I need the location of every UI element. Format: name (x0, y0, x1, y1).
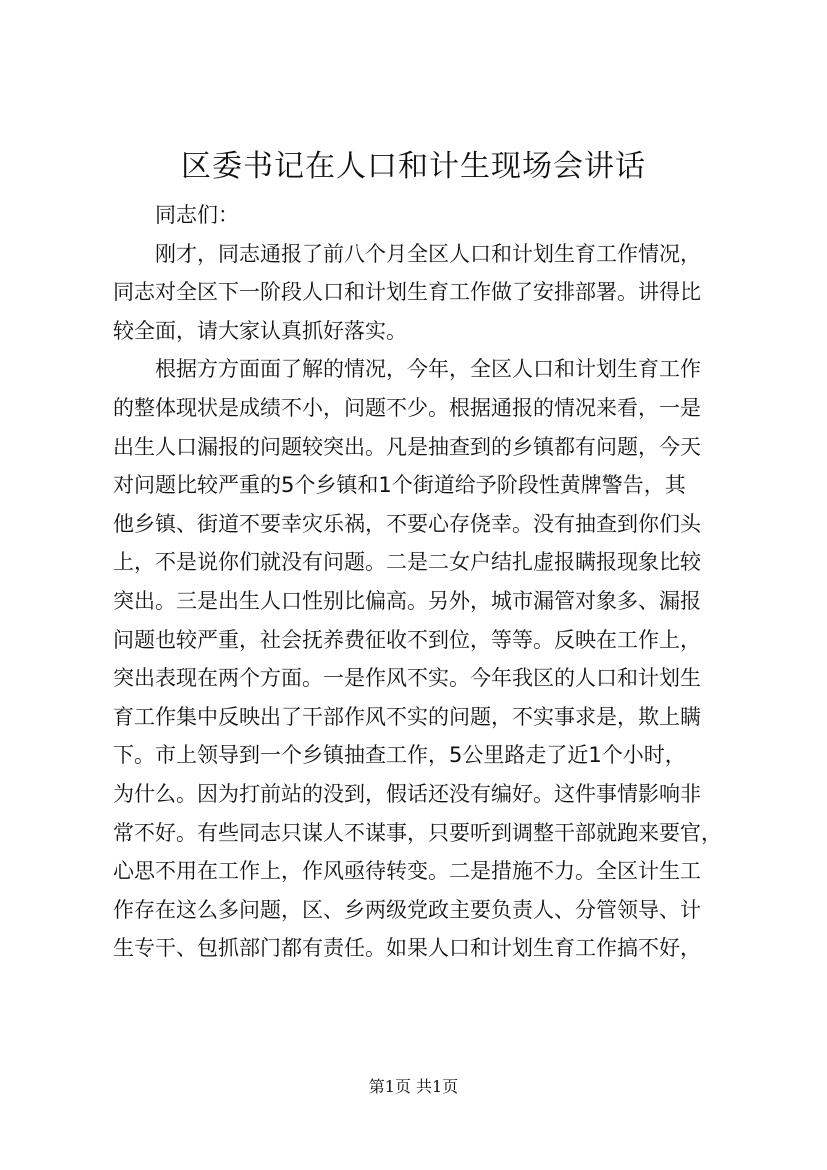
paragraph-line: 较全面，请大家认真抓好落实。 (113, 318, 407, 343)
paragraph-line: 作存在这么多问题，区、乡两级党政主要负责人、分管领导、计 (113, 897, 701, 922)
paragraph-line: 刚才，同志通报了前八个月全区人口和计划生育工作情况， (155, 241, 701, 266)
paragraph-line: 根据方方面面了解的情况，今年，全区人口和计划生育工作 (155, 357, 701, 382)
paragraph-line: 心思不用在工作上，作风亟待转变。二是措施不力。全区计生工 (113, 859, 701, 884)
paragraph-line: 的整体现状是成绩不小，问题不少。根据通报的情况来看，一是 (113, 395, 701, 420)
paragraph-1 (113, 235, 723, 351)
paragraph-line: 突出。三是出生人口性别比偏高。另外，城市漏管对象多、漏报 (113, 588, 701, 613)
paragraph-2 (113, 350, 723, 968)
paragraph-line: 他乡镇、街道不要幸灾乐祸，不要心存侥幸。没有抽查到你们头 (113, 511, 701, 536)
paragraph-line: 育工作集中反映出了干部作风不实的问题，不实事求是，欺上瞒 (113, 704, 701, 729)
document-title: 区委书记在人口和计生现场会讲话 (181, 149, 646, 184)
paragraph-line: 下。市上领导到一个乡镇抽查工作，5公里路走了近1个小时， (113, 743, 686, 768)
paragraph-line: 为什么。因为打前站的没到，假话还没有编好。这件事情影响非 (113, 781, 701, 806)
salutation: 同志们： (155, 203, 239, 227)
paragraph-line: 出生人口漏报的问题较突出。凡是抽查到的乡镇都有问题，今天 (113, 434, 701, 459)
paragraph-line: 常不好。有些同志只谋人不谋事，只要听到调整干部就跑来要官， (113, 820, 722, 845)
paragraph-line: 对问题比较严重的5个乡镇和1个街道给予阶段性黄牌警告，其 (113, 473, 686, 498)
page-number-footer: 第1页 共1页 (368, 1077, 459, 1096)
paragraph-line: 同志对全区下一阶段人口和计划生育工作做了安排部署。讲得比 (113, 280, 701, 305)
paragraph-line: 突出表现在两个方面。一是作风不实。今年我区的人口和计划生 (113, 666, 701, 691)
paragraph-line: 问题也较严重，社会抚养费征收不到位，等等。反映在工作上， (113, 627, 701, 652)
paragraph-line: 生专干、包抓部门都有责任。如果人口和计划生育工作搞不好， (113, 936, 701, 961)
document-body (113, 196, 723, 968)
paragraph-line: 上，不是说你们就没有问题。二是二女户结扎虚报瞒报现象比较 (113, 550, 701, 575)
